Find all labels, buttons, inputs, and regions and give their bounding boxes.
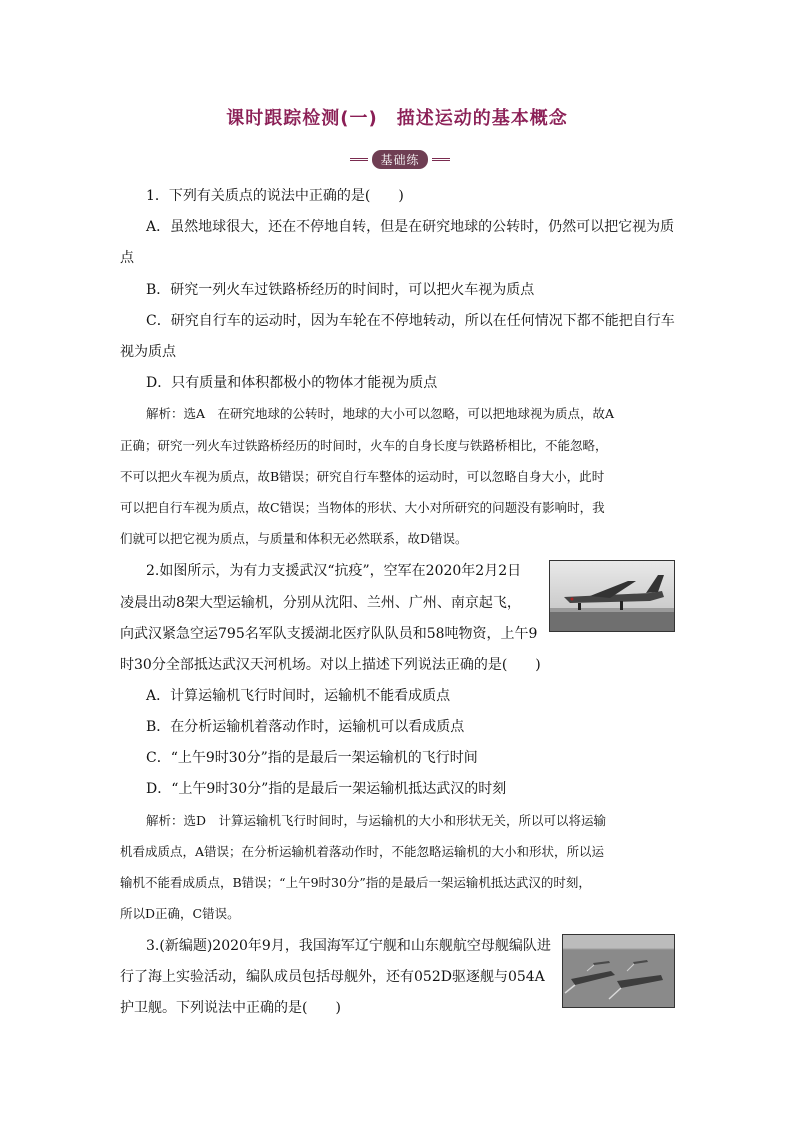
q1-stem: 1．下列有关质点的说法中正确的是( ) <box>146 188 404 204</box>
q1-option-d: D．只有质量和体积都极小的物体才能视为质点 <box>146 375 438 391</box>
section-tag <box>340 150 460 168</box>
q2-stem-line: 向武汉紧急空运795名军队支援湖北医疗队队员和58吨物资，上午9 <box>120 626 538 642</box>
q2-option-b: B．在分析运输机着落动作时，运输机可以看成质点 <box>146 719 465 735</box>
q2-stem-line: 凌晨出动8架大型运输机，分别从沈阳、兰州、广州、南京起飞， <box>120 595 521 611</box>
q3-stem-line: 3.(新编题)2020年9月，我国海军辽宁舰和山东舰航空母舰编队进 <box>146 938 551 954</box>
q1-analysis-line: 正确；研究一列火车过铁路桥经历的时间时，火车的自身长度与铁路桥相比，不能忽略， <box>120 438 608 453</box>
q3-stem-line: 护卫舰。下列说法中正确的是( ) <box>120 1000 341 1016</box>
q2-option-a: A．计算运输机飞行时间时，运输机不能看成质点 <box>146 688 451 704</box>
q1-option-c: C．研究自行车的运动时，因为车轮在不停地转动，所以在任何情况下都不能把自行车 <box>146 313 675 329</box>
q3-stem-line: 行了海上实验活动，编队成员包括母舰外，还有052D驱逐舰与054A <box>120 969 545 985</box>
tag-rule-right <box>432 158 450 161</box>
page-title: 课时跟踪检测(一) 描述运动的基本概念 <box>226 108 568 129</box>
q1-option-a-cont: 点 <box>120 250 134 266</box>
q1-analysis-line: 解析：选A 在研究地球的公转时，地球的大小可以忽略，可以把地球视为质点，故A <box>146 406 615 421</box>
q1-analysis-line: 可以把自行车视为质点，故C错误；当物体的形状、大小对所研究的问题没有影响时，我 <box>120 500 605 515</box>
q2-analysis-line: 解析：选D 计算运输机飞行时间时，与运输机的大小和形状无关，所以可以将运输 <box>146 813 607 828</box>
q1-option-a: A．虽然地球很大，还在不停地自转，但是在研究地球的公转时，仍然可以把它视为质 <box>146 219 675 235</box>
q2-option-d: D．“上午9时30分”指的是最后一架运输机抵达武汉的时刻 <box>146 781 507 797</box>
q2-stem-line: 2.如图所示，为有力支援武汉“抗疫”，空军在2020年2月2日 <box>146 563 522 579</box>
q2-analysis-line: 机看成质点，A错误；在分析运输机着落动作时，不能忽略运输机的大小和形状，所以运 <box>120 844 605 859</box>
tag-rule-left <box>350 158 368 161</box>
q2-analysis-line: 所以D正确，C错误。 <box>120 906 240 921</box>
q1-option-c-cont: 视为质点 <box>120 344 176 360</box>
q2-stem-line: 时30分全部抵达武汉天河机场。对以上描述下列说法正确的是( ) <box>120 657 541 673</box>
section-label: 基础练 <box>372 150 427 169</box>
q2-analysis-line: 输机不能看成质点，B错误；“上午9时30分”指的是最后一架运输机抵达武汉的时刻， <box>120 875 591 890</box>
q1-option-b: B．研究一列火车过铁路桥经历的时间时，可以把火车视为质点 <box>146 282 535 298</box>
q1-analysis-line: 不可以把火车视为质点，故B错误；研究自行车整体的运动时，可以忽略自身大小，此时 <box>120 469 605 484</box>
q1-analysis-line: 们就可以把它视为质点，与质量和体积无必然联系，故D错误。 <box>120 531 468 546</box>
q2-option-c: C．“上午9时30分”指的是最后一架运输机的飞行时间 <box>146 750 478 766</box>
carrier-fleet-photo <box>562 934 675 1008</box>
transport-aircraft-photo <box>549 560 675 632</box>
